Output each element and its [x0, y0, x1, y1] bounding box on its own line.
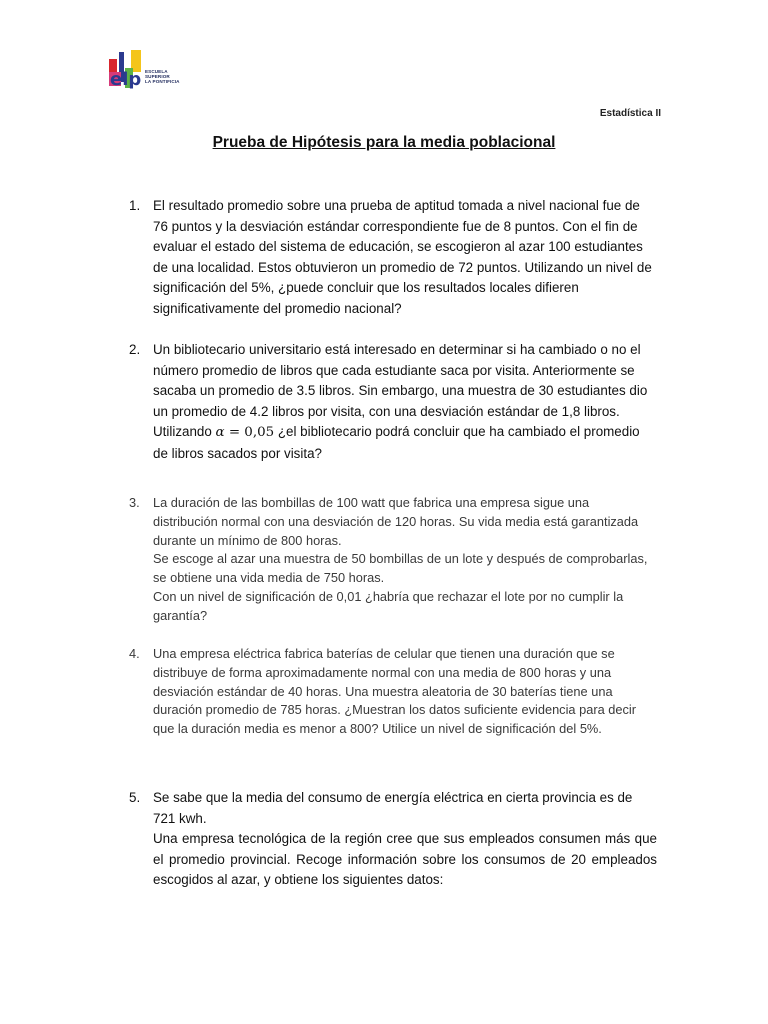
problem-4: [129, 645, 657, 739]
problem-3: [129, 494, 657, 626]
problem-number: 4.: [129, 646, 140, 661]
problem-number: 3.: [129, 495, 140, 510]
problem-text: [153, 494, 657, 626]
svg-text:elp: elp: [110, 69, 142, 90]
problem-paragraph: Una empresa tecnológica de la región cree que sus empleados consumen más que el promedio provincial. Recoge información sobre los consumos de 20 empleados escogidos al azar, y obtiene los siguientes datos:: [153, 831, 657, 888]
problem-paragraph: Se escoge al azar una muestra de 50 bombillas de un lote y después de comprobarlas, se obtiene una vida media de 750 horas.: [153, 551, 648, 586]
problem-number: 5.: [129, 790, 141, 805]
problem-paragraph: Se sabe que la media del consumo de energía eléctrica en cierta provincia es de 721 kwh.: [153, 790, 633, 826]
page-title: Prueba de Hipótesis para la media poblacional: [212, 134, 556, 151]
problem-paragraph: La duración de las bombillas de 100 watt que fabrica una empresa sigue una distribución normal con una desviación de 120 horas. Su vida media está garantizada durante un mínimo de 800 horas.: [153, 495, 639, 548]
problem-paragraph: Con un nivel de significación de 0,01 ¿habría que rechazar el lote por no cumplir la garantía?: [153, 588, 624, 623]
problem-text: [153, 788, 657, 891]
problem-number: 2.: [129, 342, 141, 357]
problem-text: El resultado promedio sobre una prueba de aptitud tomada a nivel nacional fue de 76 puntos y la desviación estándar correspondiente fue de 8 puntos. Con el fin de evaluar el estado del sistema de educación, se escogieron al azar 100 estudiantes de una localidad. Estos obtuvieron un promedio de 72 puntos. Utilizando un nivel de significación del 5%, ¿puede concluir que los resultados locales difieren significativamente del promedio nacional?: [153, 198, 652, 316]
subject-label: Estadística II: [599, 108, 661, 119]
alpha-symbol: α: [215, 425, 225, 441]
problem-text: Una empresa eléctrica fabrica baterías de celular que tienen una duración que se distribuye de forma aproximadamente normal con una media de 800 horas y una desviación estándar de 40 horas. Una muestra aleatoria de 30 baterías tiene una duración promedio de 785 horas. ¿Muestran los datos suficiente evidencia para decir que la duración media es menor a 800? Utilice un nivel de significación del 5%.: [153, 646, 637, 737]
problem-text: Un bibliotecario universitario está interesado en determinar si ha cambiado o no el número promedio de libros que cada estudiante saca por visita. Anteriormente se sacaba un promedio de 3.5 libros. Sin embargo, una muestra de 30 estudiantes dio un promedio de 4.2 libros por visita, con una desviación estándar de 1,8 libros. Utilizando α = 0,05 ¿el bibliotecario podrá concluir que ha cambiado el promedio de libros sacados por visita?: [153, 342, 648, 461]
problem-1: [129, 196, 657, 320]
problem-number: 1.: [129, 198, 141, 213]
school-logo: [109, 50, 189, 92]
problem-2: [129, 340, 657, 465]
elp-logo-icon: [109, 50, 143, 90]
problem-5: [129, 788, 657, 891]
alpha-value: = 0,05: [224, 425, 275, 441]
logo-wordmark: ESCUELA SUPERIOR LA PONTIFICIA: [145, 69, 180, 84]
